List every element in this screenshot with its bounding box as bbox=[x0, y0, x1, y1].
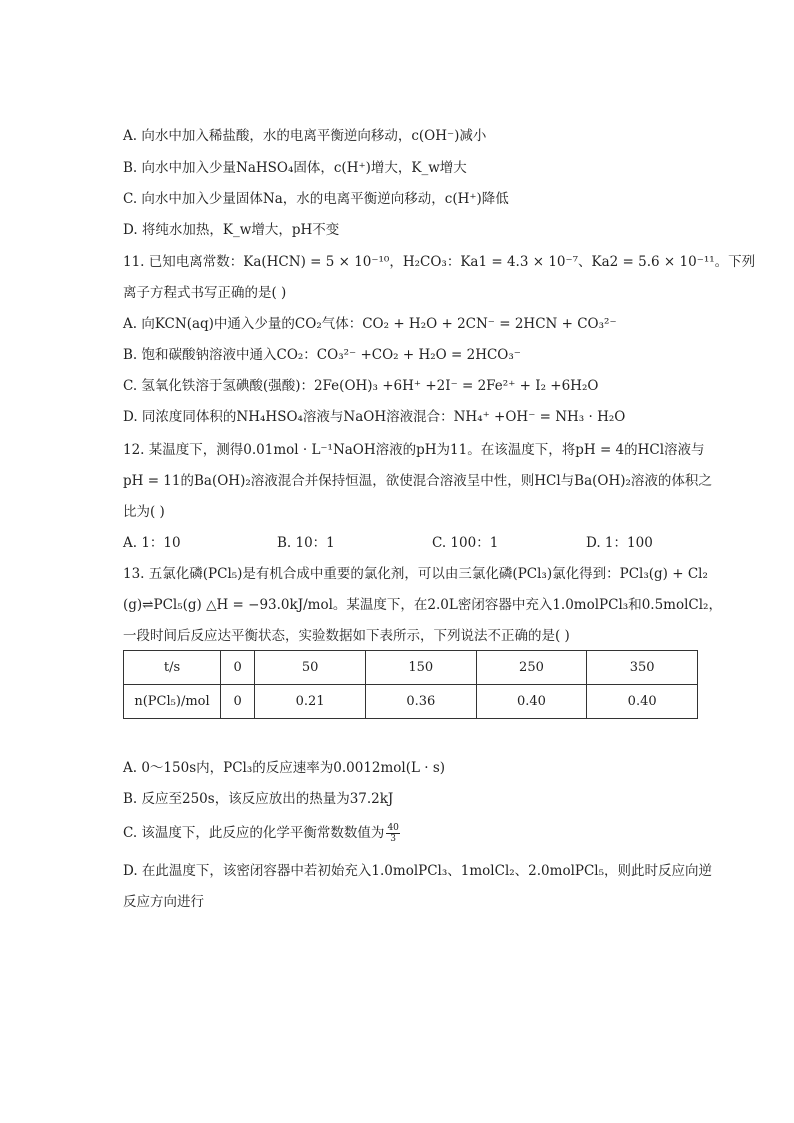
q12-option-b: B. 10：1 bbox=[277, 535, 335, 551]
table-cell: 0.40 bbox=[587, 685, 698, 719]
fraction-denominator: 3 bbox=[390, 834, 397, 844]
q10-option-c: C. 向水中加入少量固体Na，水的电离平衡逆向移动，c(H⁺)降低 bbox=[123, 191, 509, 207]
q12-stem-line2: pH = 11的Ba(OH)₂溶液混合并保持恒温，欲使混合溶液呈中性，则HCl与Ba(OH)₂溶液的体积之 bbox=[123, 473, 712, 489]
table-row bbox=[124, 685, 698, 719]
q13-option-a: A. 0～150s内，PCl₃的反应速率为0.0012mol(L · s) bbox=[123, 760, 446, 776]
q13-stem-line3: 一段时间后反应达平衡状态，实验数据如下表所示，下列说法不正确的是( ) bbox=[123, 628, 570, 644]
q13-stem-line1: 13. 五氯化磷(PCl₅)是有机合成中重要的氯化剂，可以由三氯化磷(PCl₃)氯化得到：PCl₃(g) + Cl₂ bbox=[123, 566, 708, 582]
fraction-numerator: 40 bbox=[387, 823, 399, 833]
table-cell: n(PCl₅)/mol bbox=[124, 685, 221, 719]
q11-option-a: A. 向KCN(aq)中通入少量的CO₂气体：CO₂ + H₂O + 2CN⁻ = 2HCN + CO₃²⁻ bbox=[123, 316, 617, 332]
q13-option-d-line2: 反应方向进行 bbox=[123, 894, 204, 910]
table-cell: 0 bbox=[221, 651, 255, 685]
q10-option-d: D. 将纯水加热，K_w增大，pH不变 bbox=[123, 222, 340, 238]
table-cell: 0 bbox=[221, 685, 255, 719]
q12-option-a: A. 1：10 bbox=[123, 535, 181, 551]
table-cell: 0.40 bbox=[476, 685, 587, 719]
table-cell: 50 bbox=[255, 651, 366, 685]
table-cell: 0.36 bbox=[365, 685, 476, 719]
q12-option-c: C. 100：1 bbox=[432, 535, 499, 551]
table-cell: 0.21 bbox=[255, 685, 366, 719]
q13-option-d-line1: D. 在此温度下，该密闭容器中若初始充入1.0molPCl₃、1molCl₂、2.0molPCl₅，则此时反应向逆 bbox=[123, 863, 713, 879]
q10-option-b: B. 向水中加入少量NaHSO₄固体，c(H⁺)增大，K_w增大 bbox=[123, 160, 467, 176]
q11-option-d: D. 同浓度同体积的NH₄HSO₄溶液与NaOH溶液混合：NH₄⁺ +OH⁻ = NH₃ · H₂O bbox=[123, 409, 626, 425]
q13-option-b: B. 反应至250s，该反应放出的热量为37.2kJ bbox=[123, 791, 394, 807]
table-cell: 350 bbox=[587, 651, 698, 685]
q11-stem-line1: 11. 已知电离常数：Ka(HCN) = 5 × 10⁻¹⁰，H₂CO₃：Ka1 = 4.3 × 10⁻⁷、Ka2 = 5.6 × 10⁻¹¹。下列 bbox=[123, 254, 756, 270]
q11-stem-line2: 离子方程式书写正确的是( ) bbox=[123, 285, 287, 301]
q12-option-d: D. 1：100 bbox=[586, 535, 653, 551]
table-cell: 250 bbox=[476, 651, 587, 685]
q11-option-c: C. 氢氧化铁溶于氢碘酸(强酸)：2Fe(OH)₃ +6H⁺ +2I⁻ = 2Fe²⁺ + I₂ +6H₂O bbox=[123, 378, 599, 394]
q11-option-b: B. 饱和碳酸钠溶液中通入CO₂：CO₃²⁻ +CO₂ + H₂O = 2HCO₃⁻ bbox=[123, 347, 521, 363]
q13-stem-line2: (g)⇌PCl₅(g) △H = −93.0kJ/mol。某温度下，在2.0L密闭容器中充入1.0molPCl₃和0.5molCl₂， bbox=[123, 597, 722, 613]
q10-option-a: A. 向水中加入稀盐酸，水的电离平衡逆向移动，c(OH⁻)减小 bbox=[123, 128, 487, 144]
q12-stem-line1: 12. 某温度下，测得0.01mol · L⁻¹NaOH溶液的pH为11。在该温度下，将pH = 4的HCl溶液与 bbox=[123, 442, 705, 458]
q13-data-table bbox=[123, 650, 698, 719]
fraction bbox=[386, 823, 399, 844]
table-row bbox=[124, 651, 698, 685]
q13-option-c bbox=[123, 823, 400, 844]
table-cell: t/s bbox=[124, 651, 221, 685]
table-cell: 150 bbox=[365, 651, 476, 685]
q13-option-c-text: C. 该温度下，此反应的化学平衡常数数值为 bbox=[123, 825, 385, 841]
q12-stem-line3: 比为( ) bbox=[123, 504, 165, 520]
